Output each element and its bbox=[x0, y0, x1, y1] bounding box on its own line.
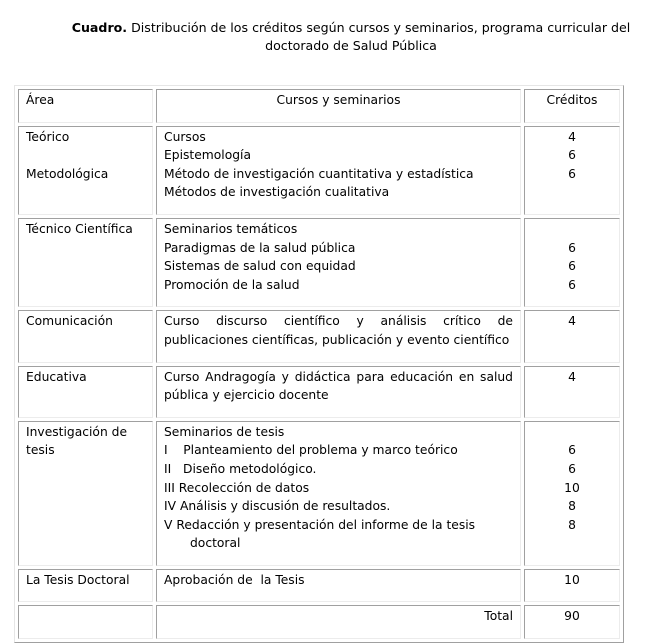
cell-line: Paradigmas de la salud pública bbox=[164, 240, 356, 255]
cell-line: 6 bbox=[568, 443, 576, 458]
table-caption bbox=[50, 19, 652, 55]
credits-cell bbox=[524, 569, 620, 603]
table-header-row bbox=[18, 89, 620, 123]
cell-line: 6 bbox=[568, 166, 576, 181]
cell-line: Métodos de investigación cualitativa bbox=[164, 185, 390, 200]
total-label: Total bbox=[156, 605, 521, 639]
cell-line bbox=[26, 146, 145, 165]
cell-line bbox=[532, 534, 612, 553]
cell-line: 6 bbox=[568, 240, 576, 255]
total-row bbox=[18, 605, 620, 639]
credits-table bbox=[14, 85, 624, 643]
courses-cell bbox=[156, 126, 521, 215]
cell-line: Teórico bbox=[26, 129, 70, 144]
cell-line: tesis bbox=[26, 443, 55, 458]
table-row bbox=[18, 126, 620, 215]
table-row bbox=[18, 569, 620, 603]
cell-line: 4 bbox=[568, 369, 576, 384]
credits-cell bbox=[524, 126, 620, 215]
cell-line: 10 bbox=[564, 480, 580, 495]
caption-text: Distribución de los créditos según cursos y seminarios, programa curricular del doctorado de Salud Pública bbox=[127, 20, 631, 53]
cell-line: Investigación de bbox=[26, 424, 128, 439]
cell-line: Comunicación bbox=[26, 314, 113, 329]
header-credits: Créditos bbox=[524, 89, 620, 123]
cell-line: 10 bbox=[564, 572, 580, 587]
caption-label: Cuadro. bbox=[71, 20, 128, 35]
cell-line: Cursos bbox=[164, 129, 206, 144]
cell-line: Sistemas de salud con equidad bbox=[164, 259, 356, 274]
cell-line: 4 bbox=[568, 314, 576, 329]
cell-line: Seminarios de tesis bbox=[164, 424, 285, 439]
courses-cell bbox=[156, 569, 521, 603]
cell-line: Epistemología bbox=[164, 148, 251, 163]
total-empty-cell bbox=[18, 605, 153, 639]
cell-line: 4 bbox=[568, 129, 576, 144]
cell-line: I Planteamiento del problema y marco teórico bbox=[164, 443, 458, 458]
credits-cell bbox=[524, 366, 620, 418]
header-area: Área bbox=[18, 89, 153, 123]
cell-line: doctoral bbox=[190, 536, 241, 551]
cell-line: La Tesis Doctoral bbox=[26, 572, 130, 587]
header-courses: Cursos y seminarios bbox=[156, 89, 521, 123]
cell-line: 6 bbox=[568, 148, 576, 163]
course-description: Curso discurso científico y análisis crítico de publicaciones científicas, publicación y evento científico bbox=[164, 314, 513, 347]
courses-cell bbox=[156, 218, 521, 307]
cell-line bbox=[532, 183, 612, 202]
cell-line: V Redacción y presentación del informe de la tesis bbox=[164, 517, 476, 532]
area-cell bbox=[18, 421, 153, 566]
total-value: 90 bbox=[524, 605, 620, 639]
cell-line: Promoción de la salud bbox=[164, 277, 300, 292]
cell-line: Metodológica bbox=[26, 166, 109, 181]
course-description: Curso Andragogía y didáctica para educación en salud pública y ejercicio docente bbox=[164, 369, 513, 403]
cell-line bbox=[532, 220, 612, 239]
courses-cell bbox=[156, 421, 521, 566]
cell-line: 6 bbox=[568, 277, 576, 292]
cell-line: 8 bbox=[568, 499, 576, 514]
cell-line: Seminarios temáticos bbox=[164, 221, 298, 236]
cell-line: Educativa bbox=[26, 369, 87, 384]
table-row bbox=[18, 218, 620, 307]
cell-line: Método de investigación cuantitativa y estadística bbox=[164, 166, 474, 181]
credits-cell bbox=[524, 310, 620, 362]
table-row bbox=[18, 310, 620, 362]
courses-cell bbox=[156, 366, 521, 418]
cell-line: Aprobación de la Tesis bbox=[164, 572, 305, 587]
area-cell bbox=[18, 366, 153, 418]
credits-cell bbox=[524, 421, 620, 566]
area-cell bbox=[18, 569, 153, 603]
cell-line: II Diseño metodológico. bbox=[164, 461, 317, 476]
area-cell bbox=[18, 310, 153, 362]
cell-line: 6 bbox=[568, 259, 576, 274]
cell-line: IV Análisis y discusión de resultados. bbox=[164, 499, 391, 514]
cell-line: Técnico Científica bbox=[26, 221, 133, 236]
area-cell bbox=[18, 126, 153, 215]
cell-line bbox=[532, 423, 612, 442]
table-row bbox=[18, 421, 620, 566]
credits-cell bbox=[524, 218, 620, 307]
cell-line: III Recolección de datos bbox=[164, 480, 310, 495]
courses-cell bbox=[156, 310, 521, 362]
cell-line: 6 bbox=[568, 461, 576, 476]
table-row bbox=[18, 366, 620, 418]
cell-line: 8 bbox=[568, 517, 576, 532]
area-cell bbox=[18, 218, 153, 307]
